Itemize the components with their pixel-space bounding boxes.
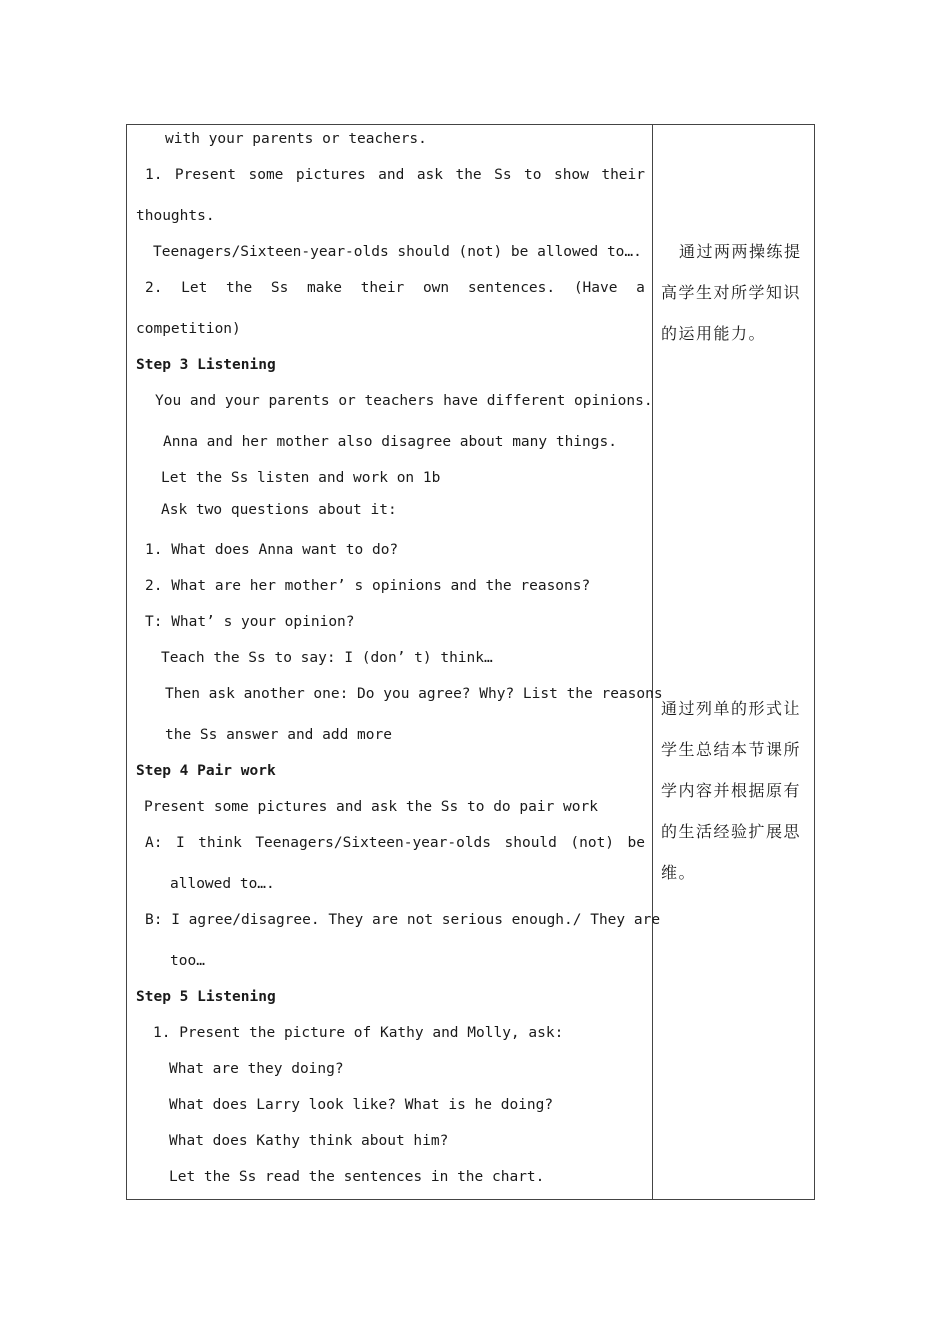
- procedure-line: too…: [170, 953, 205, 969]
- procedure-line: What does Kathy think about him?: [169, 1133, 449, 1149]
- step-heading: Step 4 Pair work: [136, 763, 276, 779]
- procedure-line: 2. What are her mother’ s opinions and the reasons?: [145, 578, 591, 594]
- word: to: [524, 167, 542, 183]
- word: the: [455, 167, 482, 183]
- word: be: [627, 835, 645, 851]
- procedure-line: B: I agree/disagree. They are not serious enough./ They are: [145, 912, 661, 928]
- step-heading: Step 5 Listening: [136, 989, 276, 1005]
- procedure-line: 1. What does Anna want to do?: [145, 542, 399, 558]
- procedure-line: with your parents or teachers.: [165, 131, 427, 147]
- word: show: [553, 167, 589, 183]
- word: (not): [570, 835, 615, 851]
- procedure-line: competition): [136, 321, 241, 337]
- word: sentences.: [467, 280, 556, 296]
- column-divider: [652, 125, 653, 1199]
- word: make: [307, 280, 342, 296]
- step-heading: Step 3 Listening: [136, 357, 276, 373]
- word: 2.: [145, 280, 163, 296]
- design-note-line: 高学生对所学知识: [661, 283, 802, 302]
- procedure-line: 1. Present the picture of Kathy and Molly, ask:: [153, 1025, 564, 1041]
- word: think: [198, 835, 242, 851]
- word: their: [601, 167, 645, 183]
- word: should: [504, 835, 557, 851]
- design-note-line: 的生活经验扩展思: [661, 822, 802, 841]
- procedure-line: Let the Ss listen and work on 1b: [161, 470, 441, 486]
- design-note-line: 通过列单的形式让: [661, 699, 802, 718]
- word: and: [378, 167, 405, 183]
- procedure-line: Present some pictures and ask the Ss to do pair work: [144, 799, 598, 815]
- procedure-line: the Ss answer and add more: [165, 727, 392, 743]
- procedure-line: Anna and her mother also disagree about many things.: [163, 434, 617, 450]
- word: own: [422, 280, 450, 296]
- procedure-line: Teach the Ss to say: I (don’ t) think…: [161, 650, 493, 666]
- procedure-line: What are they doing?: [169, 1061, 344, 1077]
- procedure-line-justified: [145, 833, 645, 853]
- procedure-line: Ask two questions about it:: [161, 502, 397, 518]
- word: the: [226, 280, 253, 296]
- word: Let: [181, 280, 208, 296]
- design-note-line: 的运用能力。: [661, 324, 767, 343]
- word: A:: [145, 835, 163, 851]
- procedure-line-justified: [145, 165, 645, 185]
- procedure-line: You and your parents or teachers have different opinions.: [155, 393, 653, 409]
- procedure-line: Let the Ss read the sentences in the chart.: [169, 1169, 545, 1185]
- design-note-line: 维。: [661, 863, 697, 882]
- procedure-line: thoughts.: [136, 208, 215, 224]
- word: a: [636, 280, 645, 296]
- procedure-line-justified: [145, 278, 645, 298]
- word: Present: [174, 167, 237, 183]
- procedure-line: What does Larry look like? What is he doing?: [169, 1097, 554, 1113]
- procedure-line: T: What’ s your opinion?: [145, 614, 355, 630]
- design-note-line: 通过两两操练提: [679, 242, 802, 261]
- procedure-line: Teenagers/Sixteen-year-olds should (not) be allowed to….: [153, 244, 642, 260]
- word: some: [248, 167, 284, 183]
- word: pictures: [295, 167, 366, 183]
- word: I: [175, 835, 185, 851]
- word: Teenagers/Sixteen-year-olds: [255, 835, 492, 851]
- design-note-line: 学内容并根据原有: [661, 781, 802, 800]
- lesson-plan-table: [126, 124, 815, 1200]
- word: their: [360, 280, 405, 296]
- word: ask: [416, 167, 444, 183]
- procedure-line: Then ask another one: Do you agree? Why? List the reasons: [165, 686, 663, 702]
- word: 1.: [145, 167, 163, 183]
- design-note-line: 学生总结本节课所: [661, 740, 802, 759]
- word: Ss: [494, 167, 512, 183]
- word: (Have: [573, 280, 618, 296]
- word: Ss: [270, 280, 289, 296]
- procedure-line: allowed to….: [170, 876, 275, 892]
